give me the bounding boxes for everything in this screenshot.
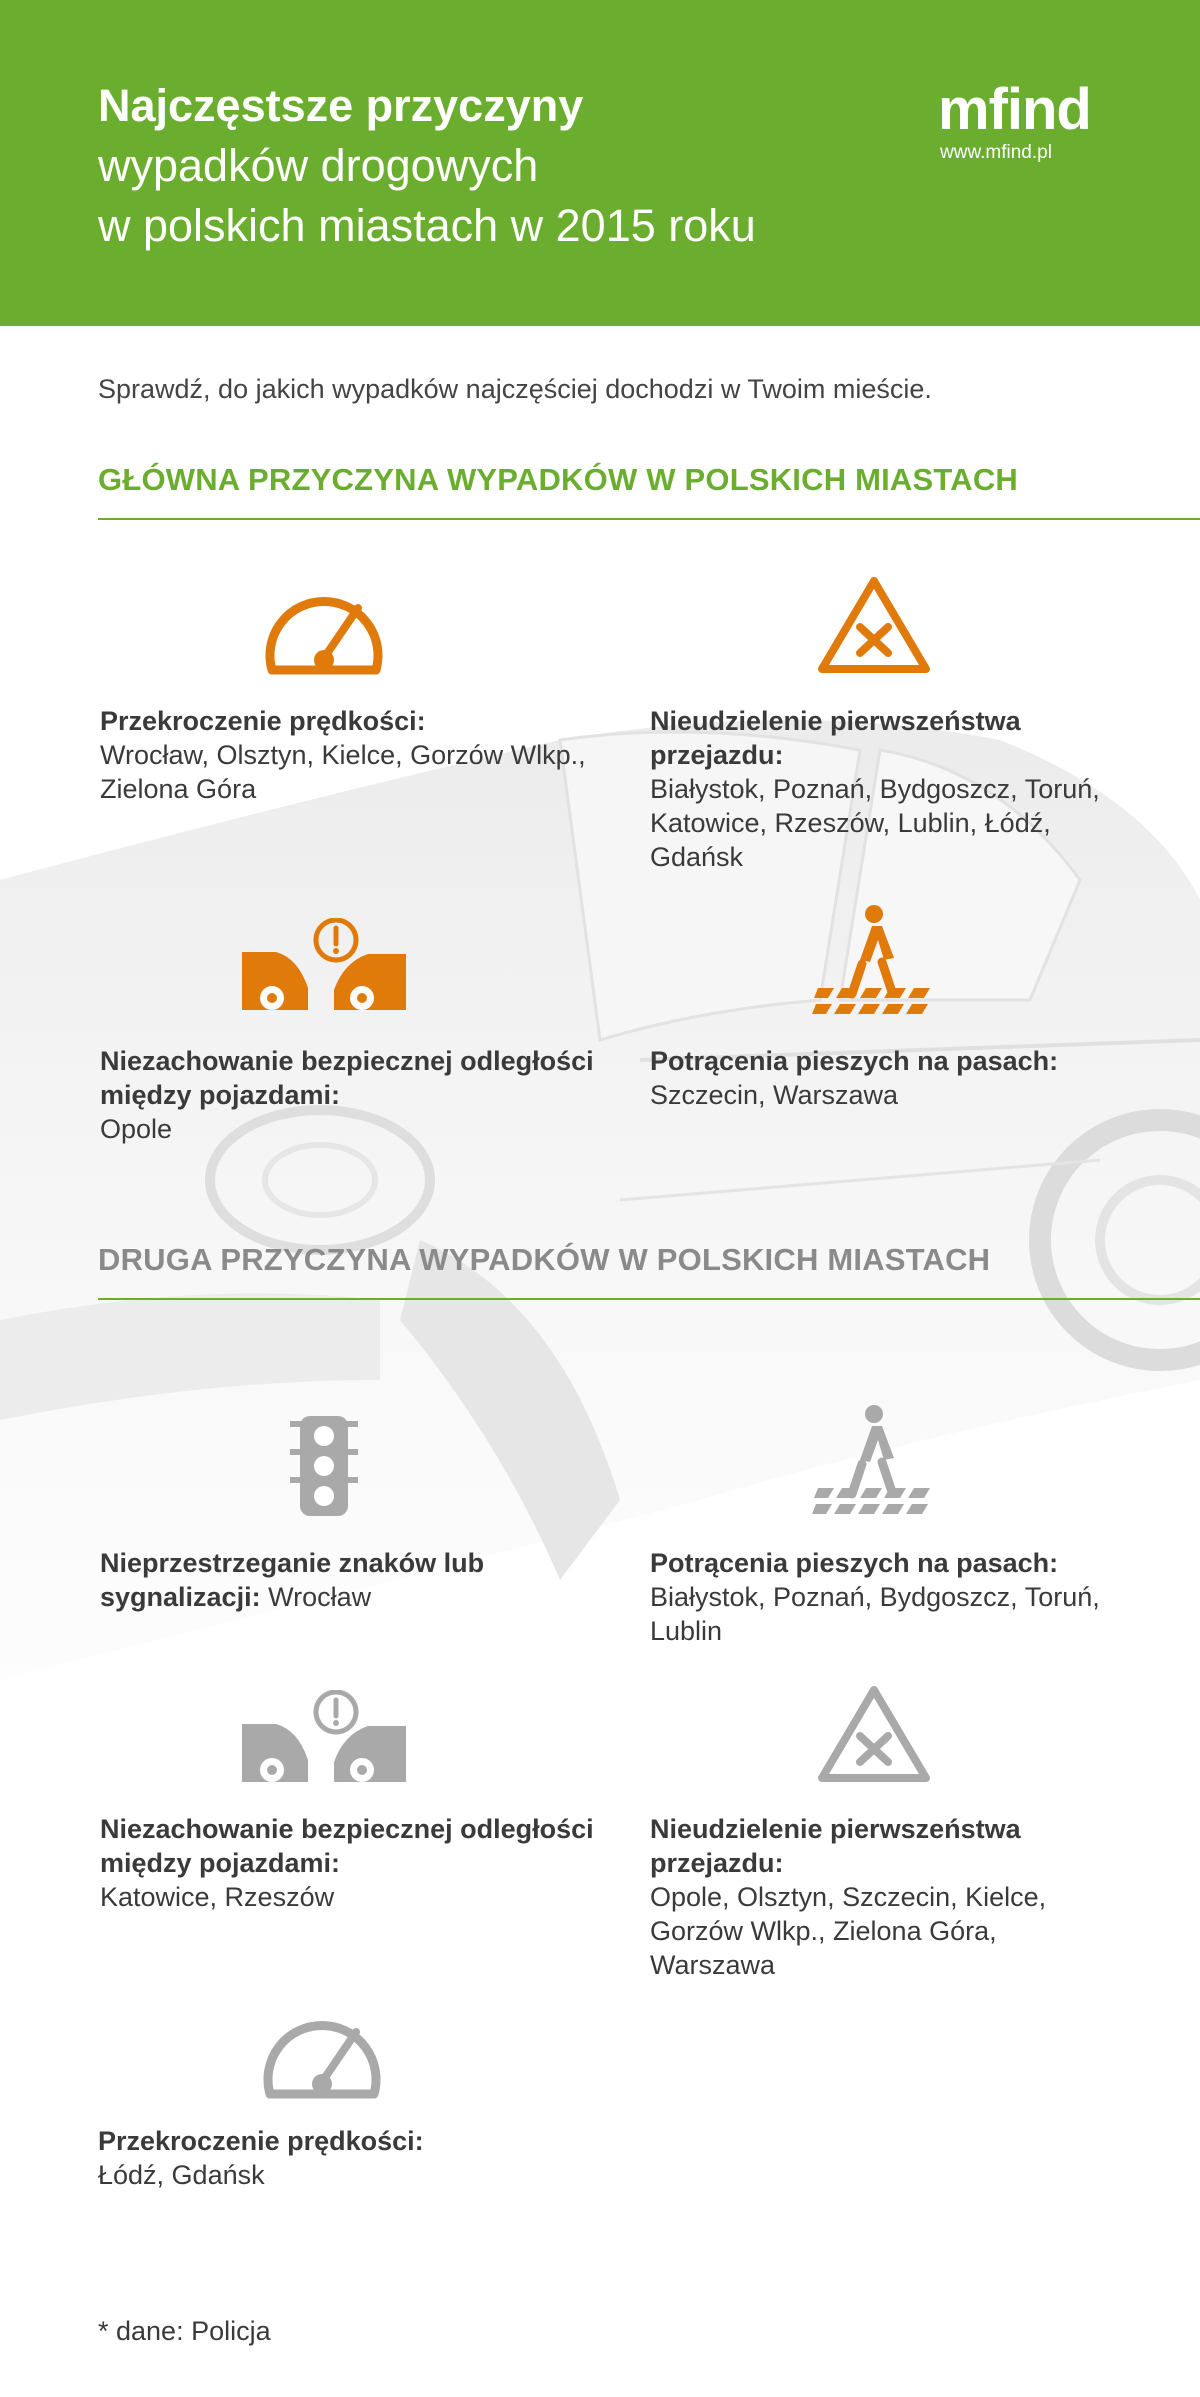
item-cities: Białystok, Poznań, Bydgoszcz, Toruń, Katowice, Rzeszów, Lublin, Łódź, Gdańsk [650,774,1100,872]
pedestrian-crossing-icon [812,1404,934,1516]
item-cities: Opole [100,1114,173,1144]
pedestrian-crossing-icon [812,904,934,1016]
secondary-section-title: DRUGA PRZYCZYNA WYPADKÓW W POLSKICH MIASTACH [98,1242,991,1277]
item-label: Potrącenia pieszych na pasach: [650,1046,1059,1076]
item-cities: Wrocław [268,1582,372,1612]
item-label: Niezachowanie bezpiecznej odległości między pojazdami: [100,1814,594,1878]
primary-item-pedestrians [650,1044,1120,1112]
intro-text: Sprawdź, do jakich wypadków najczęściej dochodzi w Twoim mieście. [98,374,932,404]
secondary-item-pedestrians [650,1546,1120,1648]
item-cities: Opole, Olsztyn, Szczecin, Kielce, Gorzów Wlkp., Zielona Góra, Warszawa [650,1882,1047,1980]
page-title: Najczęstsze przyczyny [98,80,584,131]
primary-item-right-of-way [650,704,1120,874]
primary-item-speeding [100,704,590,806]
item-cities: Białystok, Poznań, Bydgoszcz, Toruń, Lublin [650,1582,1100,1646]
item-label: Przekroczenie prędkości: [98,2126,424,2156]
item-label: Nieudzielenie pierwszeństwa przejazdu: [650,706,1021,770]
primary-section-divider [98,518,1200,520]
speedometer-icon [262,588,386,676]
secondary-item-right-of-way [650,1812,1120,1982]
speedometer-icon [260,2012,384,2100]
secondary-item-traffic-signals [100,1546,600,1614]
item-label: Niezachowanie bezpiecznej odległości między pojazdami: [100,1046,594,1110]
page-title-line-3: w polskich miastach w 2015 roku [98,200,756,251]
brand-logo: mfind [938,77,1091,142]
source-footnote: * dane: Policja [98,2316,271,2346]
item-label: Potrącenia pieszych na pasach: [650,1548,1059,1578]
brand-url[interactable]: www.mfind.pl [940,142,1052,163]
item-cities: Wrocław, Olsztyn, Kielce, Gorzów Wlkp., Zielona Góra [100,740,586,804]
page-title-line-2: wypadków drogowych [98,140,539,191]
header-banner [0,0,1200,326]
car-collision-icon [240,1690,408,1790]
secondary-item-safe-distance [100,1812,600,1914]
item-label: Nieprzestrzeganie znaków lub sygnalizacji: [100,1548,485,1612]
traffic-light-icon [288,1416,360,1516]
primary-item-safe-distance [100,1044,600,1146]
primary-section-title: GŁÓWNA PRZYCZYNA WYPADKÓW W POLSKICH MIASTACH [98,462,1018,497]
item-label: Nieudzielenie pierwszeństwa przejazdu: [650,1814,1021,1878]
warning-triangle-icon [816,575,932,675]
item-cities: Szczecin, Warszawa [650,1080,899,1110]
car-collision-icon [240,918,408,1018]
item-label: Przekroczenie prędkości: [100,706,426,736]
secondary-item-speeding [98,2124,598,2192]
item-cities: Łódź, Gdańsk [98,2160,265,2190]
item-cities: Katowice, Rzeszów [100,1882,335,1912]
secondary-section-divider [98,1298,1200,1300]
warning-triangle-icon [816,1684,932,1784]
